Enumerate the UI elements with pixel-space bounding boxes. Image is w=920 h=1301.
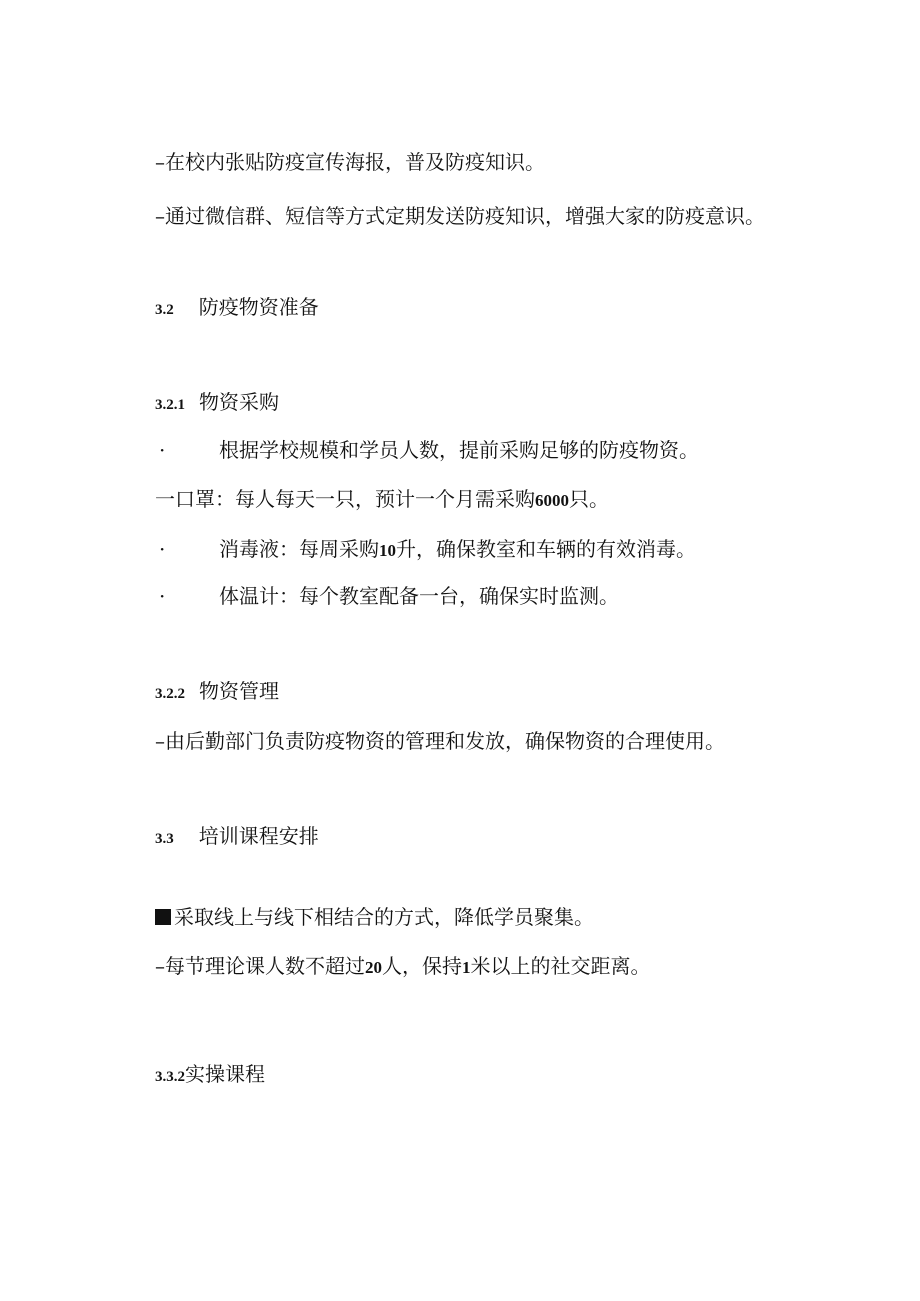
distance-number: 1 xyxy=(462,958,471,977)
bullet-text: 消毒液：每周采购 xyxy=(219,537,379,561)
paragraph-text: –由后勤部门负责防疫物资的管理和发放，确保物资的合理使用。 xyxy=(155,729,725,753)
section-title: 实操课程 xyxy=(185,1062,265,1086)
paragraph-text: –在校内张贴防疫宣传海报，普及防疫知识。 xyxy=(155,150,545,174)
bullet-text: 根据学校规模和学员人数，提前采购足够的防疫物资。 xyxy=(219,438,699,462)
mask-quantity: 6000 xyxy=(535,491,569,510)
heading-3-3-2 xyxy=(155,1060,265,1088)
section-title: 培训课程安排 xyxy=(198,824,319,848)
heading-3-2-1 xyxy=(155,388,279,416)
heading-3-2 xyxy=(155,293,319,321)
section-number: 3.2.2 xyxy=(155,686,185,702)
paragraph-text: –每节理论课人数不超过 xyxy=(155,954,365,978)
paragraph-mask xyxy=(155,485,609,513)
section-number: 3.2.1 xyxy=(155,397,185,413)
disinfectant-quantity: 10 xyxy=(379,541,396,560)
heading-3-3 xyxy=(155,822,319,850)
class-size-number: 20 xyxy=(365,958,382,977)
bullet-text: 升，确保教室和车辆的有效消毒。 xyxy=(396,537,696,561)
bullet-marker: · xyxy=(159,438,166,462)
bullet-marker: · xyxy=(159,584,166,608)
bullet-item-disinfectant xyxy=(155,535,696,563)
paragraph-blended xyxy=(155,903,594,931)
section-title: 物资管理 xyxy=(199,679,279,703)
paragraph-wechat xyxy=(155,202,765,230)
section-number: 3.2 xyxy=(155,302,174,318)
paragraph-text: 一口罩：每人每天一只，预计一个月需采购 xyxy=(155,487,535,511)
paragraph-text: 只。 xyxy=(569,487,609,511)
section-number: 3.3.2 xyxy=(155,1069,185,1085)
bullet-item-thermometer xyxy=(155,582,619,610)
bullet-marker: · xyxy=(159,537,166,561)
heading-3-2-2 xyxy=(155,677,279,705)
bullet-item-purchase xyxy=(155,436,699,464)
paragraph-text: 采取线上与线下相结合的方式，降低学员聚集。 xyxy=(174,905,594,929)
paragraph-theory xyxy=(155,952,651,980)
paragraph-text: –通过微信群、短信等方式定期发送防疫知识，增强大家的防疫意识。 xyxy=(155,204,765,228)
paragraph-management xyxy=(155,727,725,755)
section-title: 防疫物资准备 xyxy=(198,295,319,319)
paragraph-text: 人，保持 xyxy=(382,954,462,978)
section-title: 物资采购 xyxy=(199,390,279,414)
section-number: 3.3 xyxy=(155,831,174,847)
paragraph-text: 米以上的社交距离。 xyxy=(470,954,651,978)
square-bullet-icon xyxy=(155,909,171,925)
bullet-text: 体温计：每个教室配备一台，确保实时监测。 xyxy=(219,584,619,608)
paragraph-poster xyxy=(155,148,545,176)
